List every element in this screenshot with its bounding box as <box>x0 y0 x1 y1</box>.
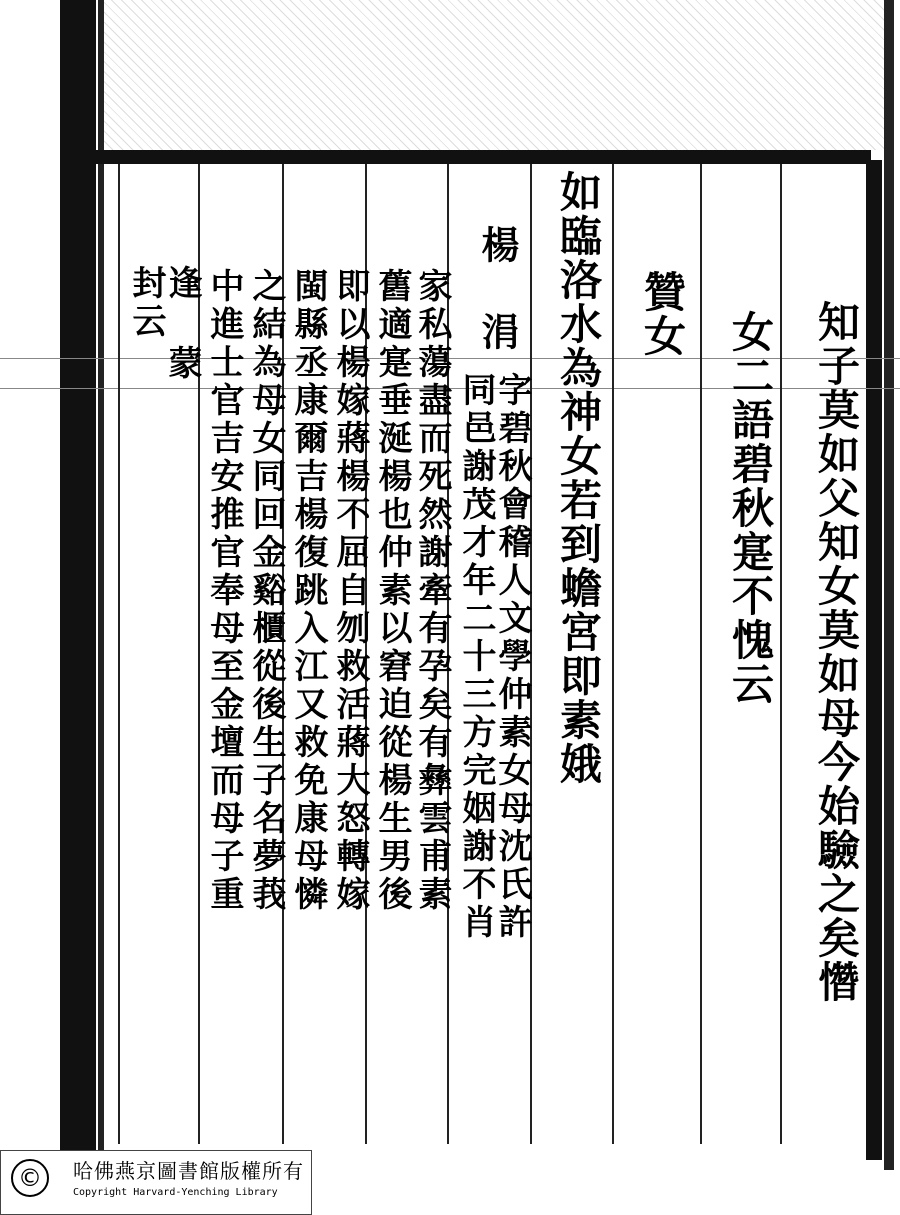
text-column-8: 舊適寔垂涎楊也仲素以窘迫從楊生男後 <box>372 268 412 914</box>
text-column-10: 閩縣丞康爾吉楊復跳入江又救免康母憐 <box>288 268 328 914</box>
column-rule <box>118 164 120 1144</box>
text-column-4: 如臨洛水為神女若到蟾宮即素娥 <box>554 170 603 786</box>
column-rule <box>612 164 614 1144</box>
right-edge <box>884 0 894 1170</box>
person-name-given: 涓 <box>475 312 520 353</box>
text-column-2: 女二語碧秋寔不愧云 <box>726 310 775 706</box>
person-name-surname: 楊 <box>475 225 520 266</box>
top-margin <box>104 0 884 150</box>
library-name-chinese: 哈佛燕京圖書館版權所有 <box>73 1159 304 1183</box>
header-rule <box>96 150 871 164</box>
text-column-13c: 蒙 <box>162 345 202 383</box>
text-column-5: 字碧秋會稽人文學仲素女母沈氏許 <box>492 372 532 942</box>
text-column-13a: 逢 <box>162 265 202 303</box>
copyright-footer <box>0 1150 312 1215</box>
text-column-13b: 封云 <box>126 265 166 341</box>
section-heading: 贊女 <box>638 270 687 358</box>
text-column-12: 中進士官吉安推官奉母至金壇而母子重 <box>204 268 244 914</box>
text-column-9: 即以楊嫁蔣楊不屈自刎救活蔣大怒轉嫁 <box>330 268 370 914</box>
library-name-english: Copyright Harvard-Yenching Library <box>73 1187 278 1198</box>
copyright-icon: © <box>11 1159 49 1197</box>
text-column-7: 家私蕩盡而死然謝牽有孕矣有彝雲甫素 <box>412 268 452 914</box>
book-spine <box>60 0 96 1150</box>
text-column-6: 同邑謝茂才年二十三方完姻謝不肖 <box>456 372 496 942</box>
spine-shadow <box>98 0 104 1150</box>
column-rule <box>780 164 782 1144</box>
column-rule <box>700 164 702 1144</box>
text-column-11: 之結為母女同回金谿櫃從後生子名夢莪 <box>246 268 286 914</box>
right-border <box>866 160 882 1160</box>
text-column-1: 知子莫如父知女莫如母今始驗之矣㦧 <box>812 300 861 1004</box>
